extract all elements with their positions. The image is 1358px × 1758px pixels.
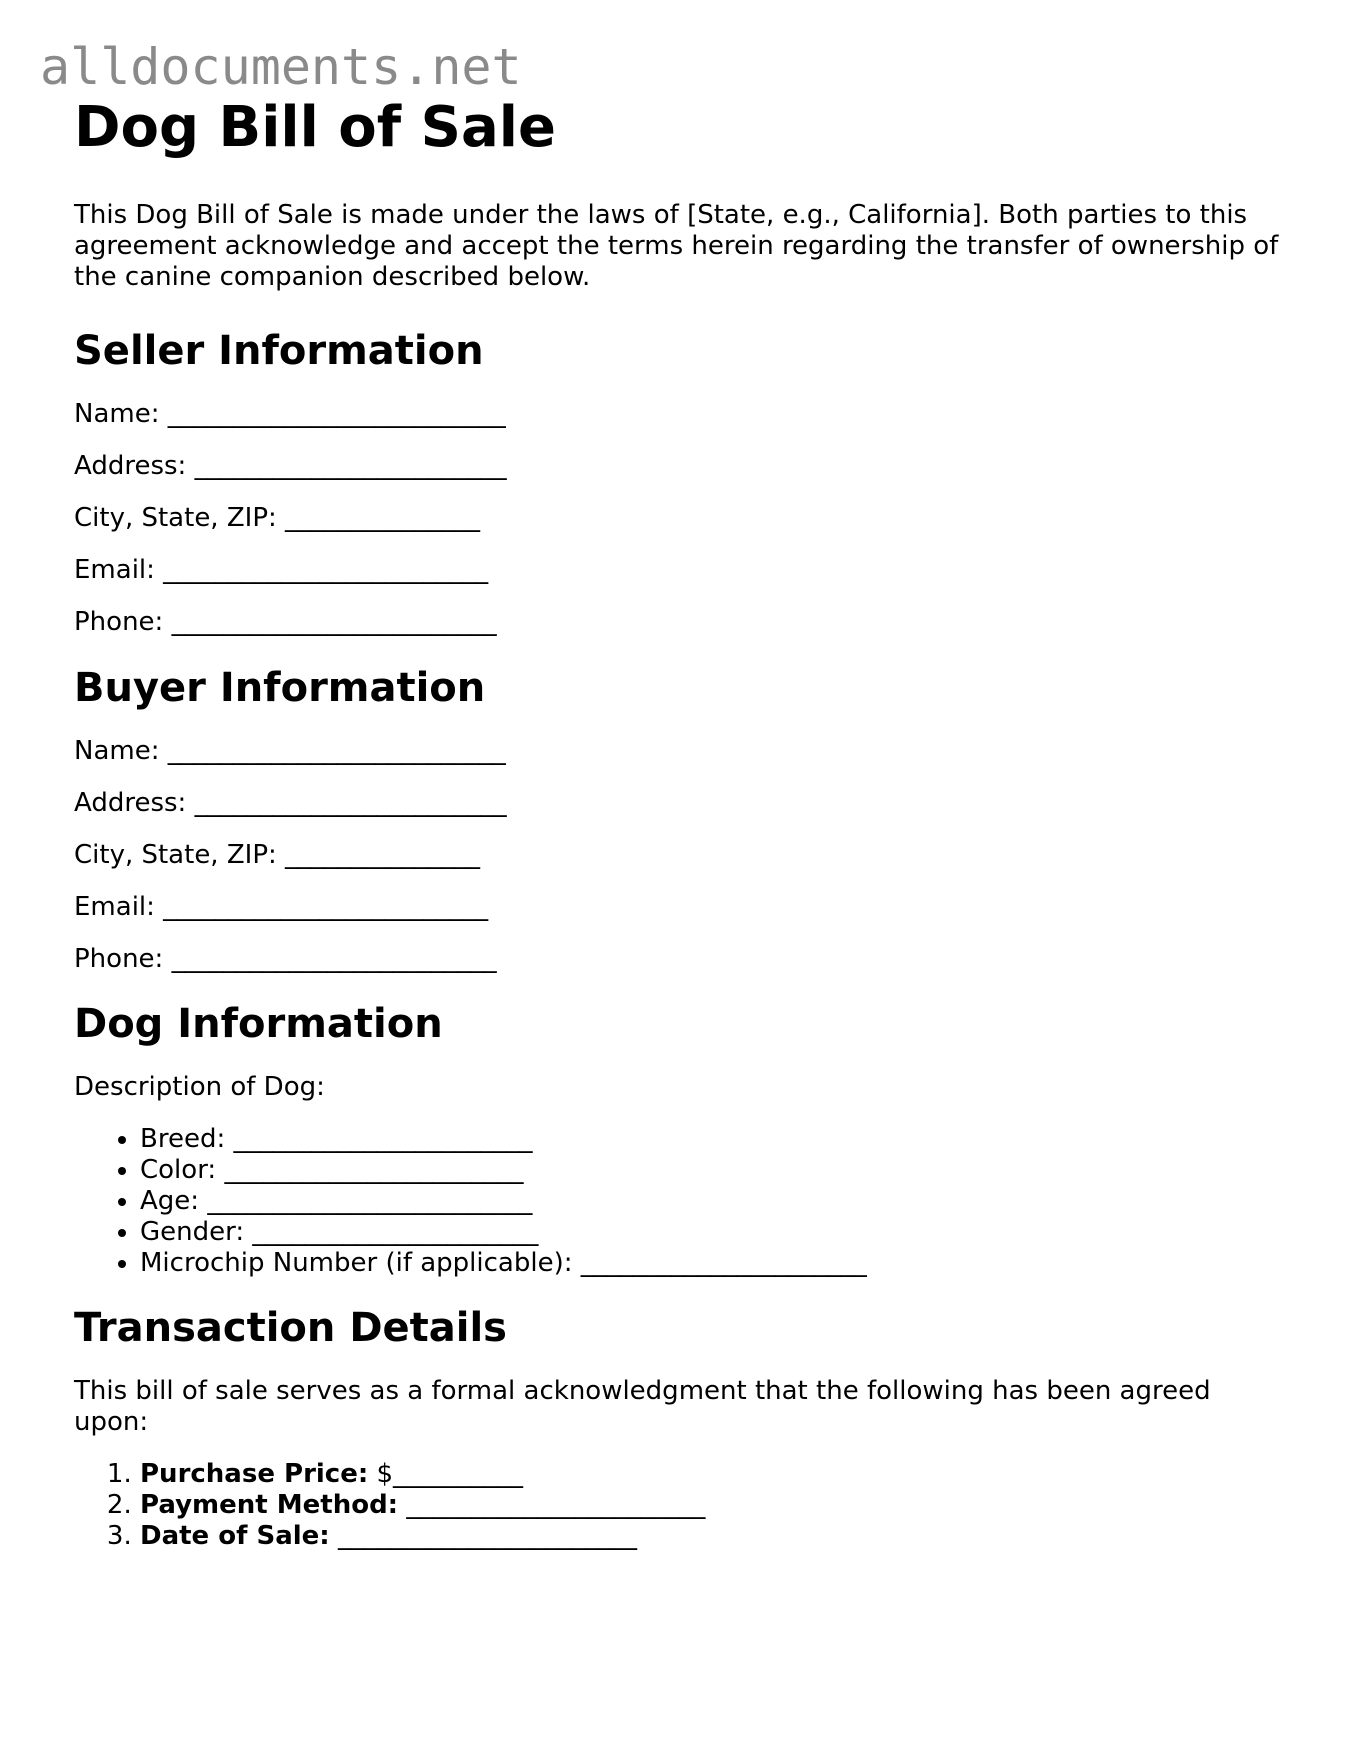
- city-state-zip-blank[interactable]: _______________: [285, 840, 481, 870]
- phone-blank[interactable]: _________________________: [171, 607, 497, 637]
- field-label: Email:: [74, 555, 155, 585]
- item-label: Payment Method:: [140, 1490, 399, 1520]
- transaction-text: This bill of sale serves as a formal acknowledgment that the following has been agreed upon:: [74, 1376, 1211, 1437]
- transaction-details-list: [74, 1459, 1294, 1552]
- list-item: [140, 1124, 1294, 1155]
- age-blank[interactable]: _________________________: [207, 1186, 533, 1216]
- seller-name-field: [74, 399, 1294, 430]
- field-label: Phone:: [74, 607, 164, 637]
- buyer-city-field: [74, 840, 1294, 871]
- buyer-phone-field: [74, 944, 1294, 975]
- buyer-name-field: [74, 736, 1294, 767]
- dog-details-list: [74, 1124, 1294, 1279]
- buyer-heading: Buyer Information: [74, 665, 486, 711]
- name-blank[interactable]: __________________________: [167, 399, 506, 429]
- field-label: Phone:: [74, 944, 164, 974]
- email-blank[interactable]: _________________________: [163, 555, 489, 585]
- buyer-address-field: [74, 788, 1294, 819]
- seller-phone-field: [74, 607, 1294, 638]
- field-label: City, State, ZIP:: [74, 840, 277, 870]
- item-label: Date of Sale:: [140, 1521, 330, 1551]
- list-item: [140, 1186, 1294, 1217]
- color-blank[interactable]: _______________________: [224, 1155, 524, 1185]
- city-state-zip-blank[interactable]: _______________: [285, 503, 481, 533]
- seller-heading: Seller Information: [74, 328, 484, 374]
- payment-method-blank[interactable]: _______________________: [406, 1490, 706, 1520]
- list-item: [140, 1155, 1294, 1186]
- dog-description-label: Description of Dog:: [74, 1072, 325, 1102]
- field-label: Name:: [74, 399, 160, 429]
- field-label: Address:: [74, 788, 187, 818]
- field-label: Name:: [74, 736, 160, 766]
- item-label: Gender:: [140, 1217, 245, 1247]
- list-item: [140, 1490, 1294, 1521]
- list-item: [140, 1217, 1294, 1248]
- field-label: Email:: [74, 892, 155, 922]
- transaction-heading: Transaction Details: [74, 1305, 507, 1351]
- list-item: [140, 1459, 1294, 1490]
- field-label: City, State, ZIP:: [74, 503, 277, 533]
- gender-blank[interactable]: ______________________: [252, 1217, 539, 1247]
- item-label: Age:: [140, 1186, 200, 1216]
- date-of-sale-blank[interactable]: _______________________: [337, 1521, 637, 1551]
- document-page: [74, 96, 1294, 1552]
- dog-heading: Dog Information: [74, 1001, 443, 1047]
- item-label: Microchip Number (if applicable):: [140, 1248, 573, 1278]
- document-title: Dog Bill of Sale: [74, 95, 556, 160]
- seller-address-field: [74, 451, 1294, 482]
- address-blank[interactable]: ________________________: [194, 451, 507, 481]
- item-label: Color:: [140, 1155, 217, 1185]
- list-item: [140, 1521, 1294, 1552]
- watermark: alldocuments.net: [40, 38, 522, 96]
- phone-blank[interactable]: _________________________: [171, 944, 497, 974]
- buyer-fields: [74, 736, 1294, 975]
- buyer-email-field: [74, 892, 1294, 923]
- seller-email-field: [74, 555, 1294, 586]
- email-blank[interactable]: _________________________: [163, 892, 489, 922]
- address-blank[interactable]: ________________________: [194, 788, 507, 818]
- seller-city-field: [74, 503, 1294, 534]
- field-label: Address:: [74, 451, 187, 481]
- seller-fields: [74, 399, 1294, 638]
- list-item: [140, 1248, 1294, 1279]
- item-label: Purchase Price:: [140, 1459, 369, 1489]
- purchase-price-blank[interactable]: $__________: [376, 1459, 524, 1489]
- intro-paragraph: This Dog Bill of Sale is made under the laws of [State, e.g., California]. Both parties to this agreement acknowledge and accept the terms herein regarding the transfer of ownership of the canine companion described below.: [74, 200, 1279, 292]
- item-label: Breed:: [140, 1124, 226, 1154]
- microchip-blank[interactable]: ______________________: [580, 1248, 867, 1278]
- name-blank[interactable]: __________________________: [167, 736, 506, 766]
- breed-blank[interactable]: _______________________: [233, 1124, 533, 1154]
